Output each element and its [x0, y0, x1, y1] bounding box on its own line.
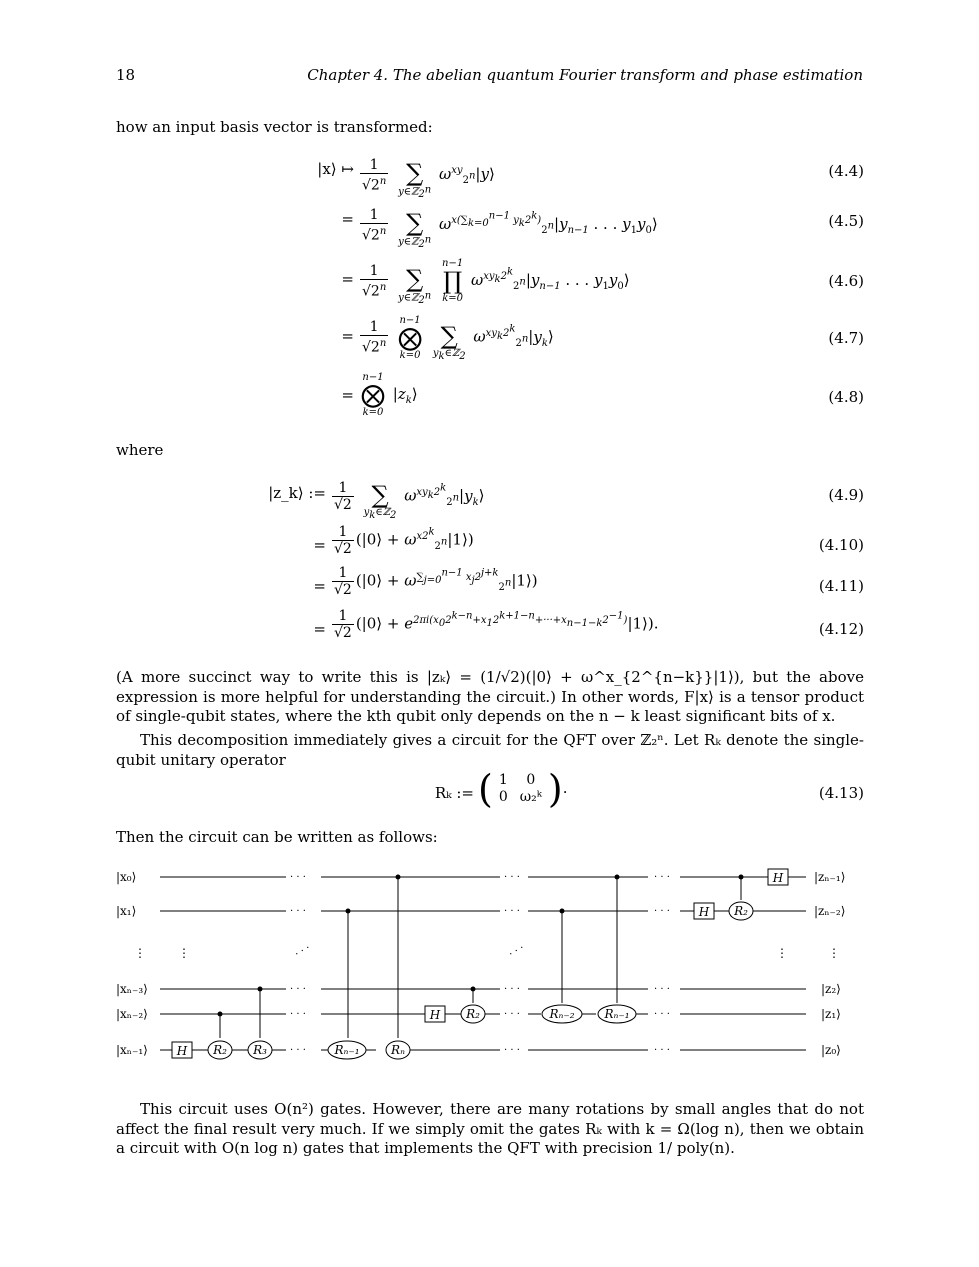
- control-dot: [218, 1012, 223, 1017]
- control-dot: [471, 987, 476, 992]
- equation-4-6: [116, 256, 864, 307]
- eq-lhs: =: [341, 386, 354, 404]
- gate-r2-label: R₂: [734, 904, 748, 918]
- eq-rhs: $\frac{1}{√2}$ (|0⟩ + $\omega^{\sum_{j=0}^{n-1} x_j2^{j+k}}_{2^n}|1⟩$): [334, 565, 538, 598]
- output-vdots: ⋮: [828, 946, 840, 960]
- matrix-cell: ω₂ᵏ: [519, 789, 542, 805]
- eq-rhs: $\frac{1}{√2^n}$ ∑ y∈ℤ$_{2^n}$ n−1 ∏ k=0 $\omega^{xy_k2^k}_{2^n}|y_{n-1}$ . . . $y_1y_0⟩$: [362, 258, 630, 307]
- paragraph-decomposition: This decomposition immediately gives a circuit for the QFT over ℤ₂ⁿ. Let Rₖ denote the single-qubit unitary operator: [116, 731, 864, 769]
- chapter-title: Chapter 4. The abelian quantum Fourier transform and phase estimation: [307, 66, 863, 84]
- gate-h-label: H: [772, 871, 784, 885]
- control-dot: [258, 987, 263, 992]
- equation-4-13: [116, 767, 864, 818]
- ellipsis: · · ·: [290, 872, 306, 883]
- eq-rhs: $\frac{1}{√2^n}$ ∑ y∈ℤ$_{2^n}$ $\omega^{xy}_{2^n}|y⟩$: [362, 156, 495, 201]
- output-label-z0: |z₀⟩: [821, 1043, 841, 1057]
- eq-lhs: Rₖ :=: [434, 784, 474, 802]
- gate-h-label: H: [429, 1008, 441, 1022]
- ellipsis: · · ·: [654, 984, 670, 995]
- gate-labels: [176, 871, 784, 1058]
- output-label-zn-2: |zₙ₋₂⟩: [814, 904, 846, 918]
- output-label-z2: |z₂⟩: [821, 982, 841, 996]
- gate-r2-label: R₂: [213, 1043, 227, 1057]
- ellipsis: · · ·: [504, 1045, 520, 1056]
- eq-lhs: =: [341, 270, 354, 288]
- equation-4-8: [116, 372, 864, 418]
- equation-4-11: [116, 565, 864, 605]
- page-number: 18: [116, 66, 136, 84]
- equation-4-9: [116, 472, 864, 521]
- equation-4-5: [116, 200, 864, 251]
- eq-lhs: =: [313, 620, 326, 638]
- equation-number: (4.8): [828, 388, 864, 406]
- gate-shapes: [172, 869, 788, 1059]
- ellipsis: · · ·: [290, 1045, 306, 1056]
- equation-4-7: [116, 313, 864, 362]
- gate-rn1-label: Rₙ₋₁: [604, 1007, 630, 1021]
- eq-rhs: $\frac{1}{√2}$ (|0⟩ + $e^{2\pi i(x_02^{k-n}+x_12^{k+1-n}+\cdot\cdot\cdot+x_{n-1-k}2^{-1})}|1⟩$).: [334, 608, 659, 641]
- matrix-cell: 1: [498, 772, 508, 788]
- gate-h-label: H: [698, 905, 710, 919]
- output-vdots: ⋮: [776, 946, 788, 960]
- eq-lhs: =: [313, 577, 326, 595]
- gate-rn-label: Rₙ: [391, 1043, 405, 1057]
- equation-4-12: [116, 608, 864, 648]
- gate-h-label: H: [176, 1044, 188, 1058]
- equation-number: (4.9): [828, 486, 864, 504]
- eq-lhs: =: [313, 536, 326, 554]
- ellipsis: · · ·: [504, 906, 520, 917]
- eq-lhs: |z_k⟩ :=: [268, 484, 326, 502]
- equation-4-10: [116, 524, 864, 564]
- output-label-zn-1: |zₙ₋₁⟩: [814, 870, 846, 884]
- eq-rhs: $\frac{1}{√2}$ (|0⟩ + $\omega^{x2^k}_{2^n}|1⟩$): [334, 524, 474, 557]
- eq-rhs: ( 1 0 0 ω₂ᵏ ).: [478, 767, 568, 811]
- qft-circuit-diagram: [116, 862, 864, 1064]
- ellipsis: · · ·: [290, 984, 306, 995]
- ellipsis: · · ·: [504, 1009, 520, 1020]
- control-dots: [218, 875, 744, 1017]
- control-dot: [739, 875, 744, 880]
- equation-number: (4.10): [818, 536, 864, 554]
- input-label-xn-2: |xₙ₋₂⟩: [116, 1007, 148, 1021]
- eq-rhs: $\frac{1}{√2}$ ∑ $y_k\in ℤ_2$ $\omega^{xy_k2^k}_{2^n}|y_k⟩$: [334, 480, 485, 521]
- equation-number: (4.5): [828, 212, 864, 230]
- equation-number: (4.12): [818, 620, 864, 638]
- control-dot: [346, 909, 351, 914]
- matrix-cell: 0: [498, 789, 508, 805]
- paragraph-complexity: This circuit uses O(n²) gates. However, there are many rotations by small angles that do not affect the final result very much. If we simply omit the gates Rₖ with k = Ω(log n), then we obtain a circuit with O(n log n) gates that implements the QFT with precision 1/ poly(n).: [116, 1100, 864, 1157]
- eq-rhs: $\frac{1}{√2^n}$ n−1 ⨂ k=0 ∑ $y_k\in ℤ_2$ $\omega^{xy_k2^k}_{2^n}|y_k⟩$: [362, 314, 554, 362]
- input-label-xn-1: |xₙ₋₁⟩: [116, 1043, 148, 1057]
- equation-number: (4.11): [818, 577, 864, 595]
- ellipsis: · · ·: [504, 872, 520, 883]
- control-dot: [615, 875, 620, 880]
- ellipsis: · · ·: [504, 984, 520, 995]
- eq-lhs: |x⟩ ↦: [317, 160, 354, 178]
- equation-number: (4.6): [828, 272, 864, 290]
- circuit-intro: Then the circuit can be written as follows:: [116, 828, 438, 846]
- gate-r3-label: R₃: [253, 1043, 267, 1057]
- control-dot: [560, 909, 565, 914]
- where-text: where: [116, 441, 164, 459]
- control-dot: [396, 875, 401, 880]
- gate-rn1-label: Rₙ₋₁: [334, 1043, 360, 1057]
- diagonal-dots: [293, 943, 526, 960]
- input-vdots: ⋮: [178, 946, 190, 960]
- ellipsis: · · ·: [654, 1045, 670, 1056]
- ellipsis: · · ·: [290, 906, 306, 917]
- output-label-z1: |z₁⟩: [821, 1007, 841, 1021]
- eq-lhs: =: [341, 327, 354, 345]
- input-label-x0: |x₀⟩: [116, 870, 137, 884]
- matrix-cell: 0: [526, 772, 536, 788]
- equation-number: (4.4): [828, 162, 864, 180]
- input-label-xn-3: |xₙ₋₃⟩: [116, 982, 148, 996]
- equation-number: (4.7): [828, 329, 864, 347]
- ellipsis: · · ·: [654, 906, 670, 917]
- eq-rhs: $\frac{1}{√2^n}$ ∑ y∈ℤ$_{2^n}$ $\omega^{x(\sum_{k=0}^{n-1} y_k2^k)}_{2^n}|y_{n-1}$ . . . $y_1y_0⟩$: [362, 206, 658, 251]
- input-vdots: ⋮: [134, 946, 146, 960]
- intro-text: how an input basis vector is transformed:: [116, 118, 433, 136]
- ellipses: [290, 872, 670, 1056]
- running-head: [116, 66, 863, 86]
- paragraph-succinct: (A more succinct way to write this is |zₖ⟩ = (1/√2)(|0⟩ + ω^x_{2^{n−k}}|1⟩), but the above expression is more helpful for understanding the circuit.) In other words, F|x⟩ is a tensor product of single-qubit states, where the kth qubit only depends on the n − k least significant bits of x.: [116, 668, 864, 725]
- matrix: [493, 772, 548, 806]
- gate-rn2-label: Rₙ₋₂: [549, 1007, 575, 1021]
- diagonal-ellipsis: · · ·: [507, 942, 527, 961]
- ellipsis: · · ·: [654, 1009, 670, 1020]
- eq-lhs: =: [341, 210, 354, 228]
- eq-rhs: n−1 ⨂ k=0 $|z_k⟩$: [361, 372, 418, 418]
- equation-number: (4.13): [818, 784, 864, 802]
- equation-4-4: [116, 150, 864, 201]
- ellipsis: · · ·: [290, 1009, 306, 1020]
- diagonal-ellipsis: · · ·: [293, 942, 313, 961]
- input-labels: [116, 870, 190, 1057]
- output-labels: [776, 870, 845, 1057]
- ellipsis: · · ·: [654, 872, 670, 883]
- gate-r2-label: R₂: [466, 1007, 480, 1021]
- input-label-x1: |x₁⟩: [116, 904, 137, 918]
